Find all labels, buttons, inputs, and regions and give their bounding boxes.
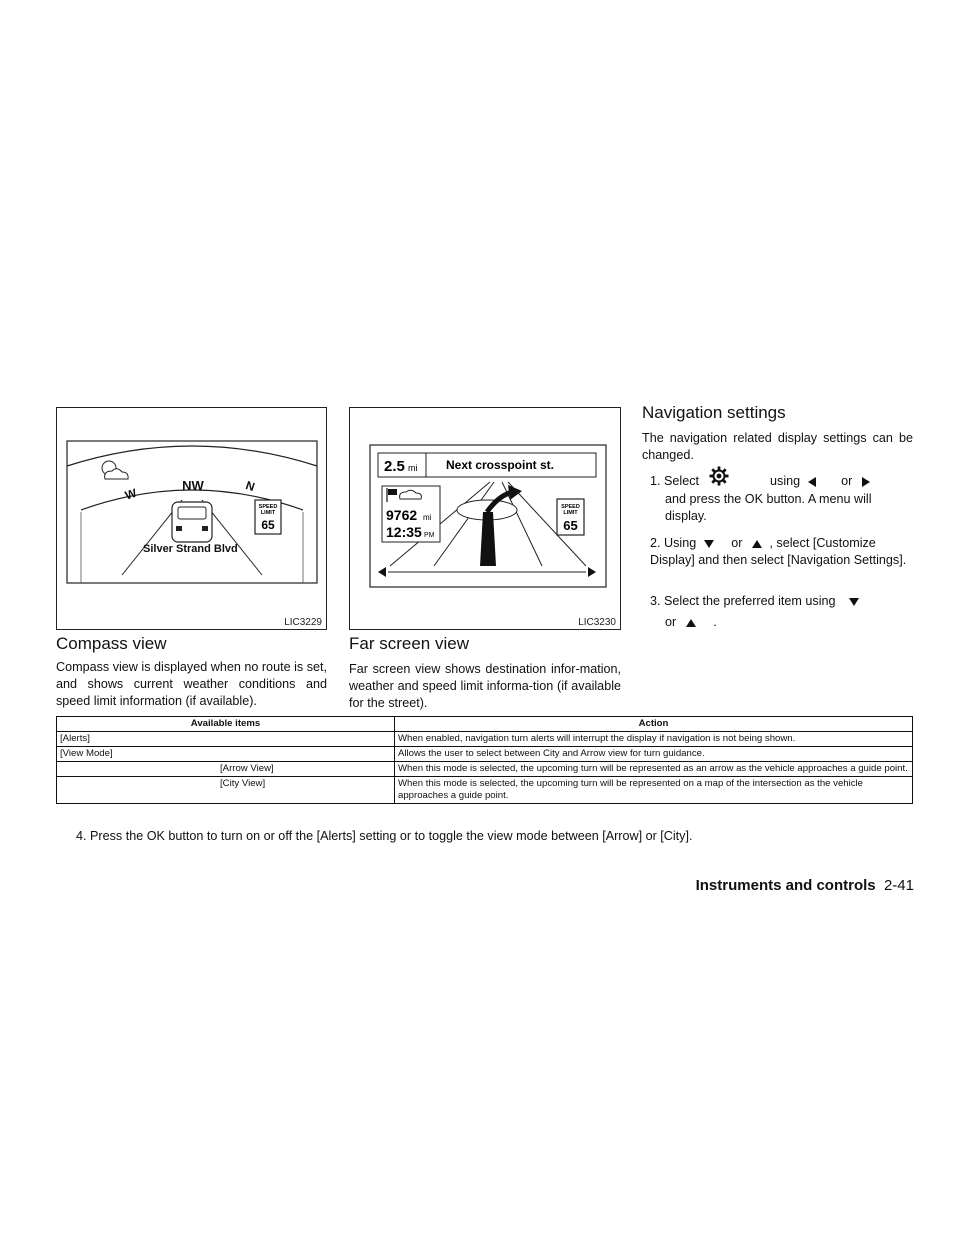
svg-text:65: 65	[563, 518, 578, 533]
table-row: [Arrow View] When this mode is selected, the upcoming turn will be represented as an arrow as the vehicle approaches a guide point.	[57, 762, 913, 777]
svg-text:LIMIT: LIMIT	[260, 510, 276, 516]
navigation-intro: The navigation related display settings can be changed.	[642, 431, 913, 462]
compass-left-letter: W	[123, 485, 139, 503]
table-row: [Alerts] When enabled, navigation turn alerts will interrupt the display if navigation is not being shown.	[57, 732, 913, 747]
svg-text:65: 65	[261, 518, 275, 532]
turn-arrow-icon	[508, 485, 522, 500]
far-screen-view-illustration	[350, 408, 622, 631]
remaining-distance: 9762	[386, 507, 418, 523]
speed-limit-sign	[255, 500, 281, 534]
next-street: Next crosspoint st.	[445, 458, 555, 472]
compass-heading: NW	[182, 478, 204, 493]
column-header-available-items: Available items	[57, 717, 395, 732]
navigation-settings-heading: Navigation settings	[642, 403, 786, 422]
arrival-ampm: PM	[424, 532, 435, 539]
compass-view-figure	[56, 407, 327, 630]
compass-view-body: Compass view is displayed when no route is set, and shows current weather conditions and speed limit information (if available).	[56, 660, 327, 708]
triangle-down-icon	[849, 598, 859, 606]
step-3: 3. Select the preferred item using or .	[650, 593, 913, 631]
triangle-down-icon	[704, 540, 714, 548]
triangle-left-icon	[808, 477, 816, 487]
step-2: 2. Using or , select [Customize Display] and then select [Navigation Settings].	[650, 536, 907, 567]
table-row: [View Mode] Allows the user to select between City and Arrow view for turn guidance.	[57, 747, 913, 762]
far-screen-view-figure	[349, 407, 621, 630]
step-1: 1. Select using or and press the OK button. A menu will display.	[650, 472, 913, 525]
distance-unit: mi	[408, 463, 418, 473]
compass-right-letter: N	[243, 478, 257, 495]
triangle-right-icon	[862, 477, 870, 487]
speed-limit-sign	[557, 499, 584, 535]
compass-view-illustration	[57, 408, 328, 631]
svg-text:SPEED: SPEED	[561, 504, 580, 510]
table-header-row	[57, 717, 913, 732]
distance-value: 2.5	[384, 458, 405, 475]
triangle-up-icon	[752, 540, 762, 548]
figure-code: LIC3230	[578, 617, 616, 628]
step-4: 4. Press the OK button to turn on or off the [Alerts] setting or to toggle the view mode between [Arrow] or [City].	[76, 829, 693, 843]
right-arrow-icon	[588, 567, 596, 577]
compass-view-heading: Compass view	[56, 634, 167, 653]
far-screen-view-heading: Far screen view	[349, 634, 469, 653]
available-items-table	[56, 716, 913, 804]
figure-code: LIC3229	[284, 617, 322, 628]
street-name: Silver Strand Blvd	[143, 543, 238, 555]
gear-icon	[709, 466, 729, 491]
page-footer	[696, 877, 914, 894]
svg-text:SPEED: SPEED	[258, 504, 278, 510]
page-number: 2-41	[883, 877, 914, 894]
triangle-up-icon	[686, 619, 696, 627]
table-row: [City View] When this mode is selected, the upcoming turn will be represented on a map of the intersection as the vehicle approaches a guide point.	[57, 777, 913, 804]
far-screen-view-body: Far screen view shows destination infor-mation, weather and speed limit informa-tion (if available for the street).	[349, 662, 621, 710]
weather-cloud-icon	[102, 461, 128, 479]
column-header-action: Action	[395, 717, 913, 732]
vehicle-icon	[172, 502, 212, 542]
arrival-time: 12:35	[386, 524, 422, 540]
remaining-unit: mi	[423, 513, 432, 522]
svg-text:LIMIT: LIMIT	[563, 510, 578, 516]
left-arrow-icon	[378, 567, 386, 577]
section-title: Instruments and controls	[695, 877, 876, 894]
